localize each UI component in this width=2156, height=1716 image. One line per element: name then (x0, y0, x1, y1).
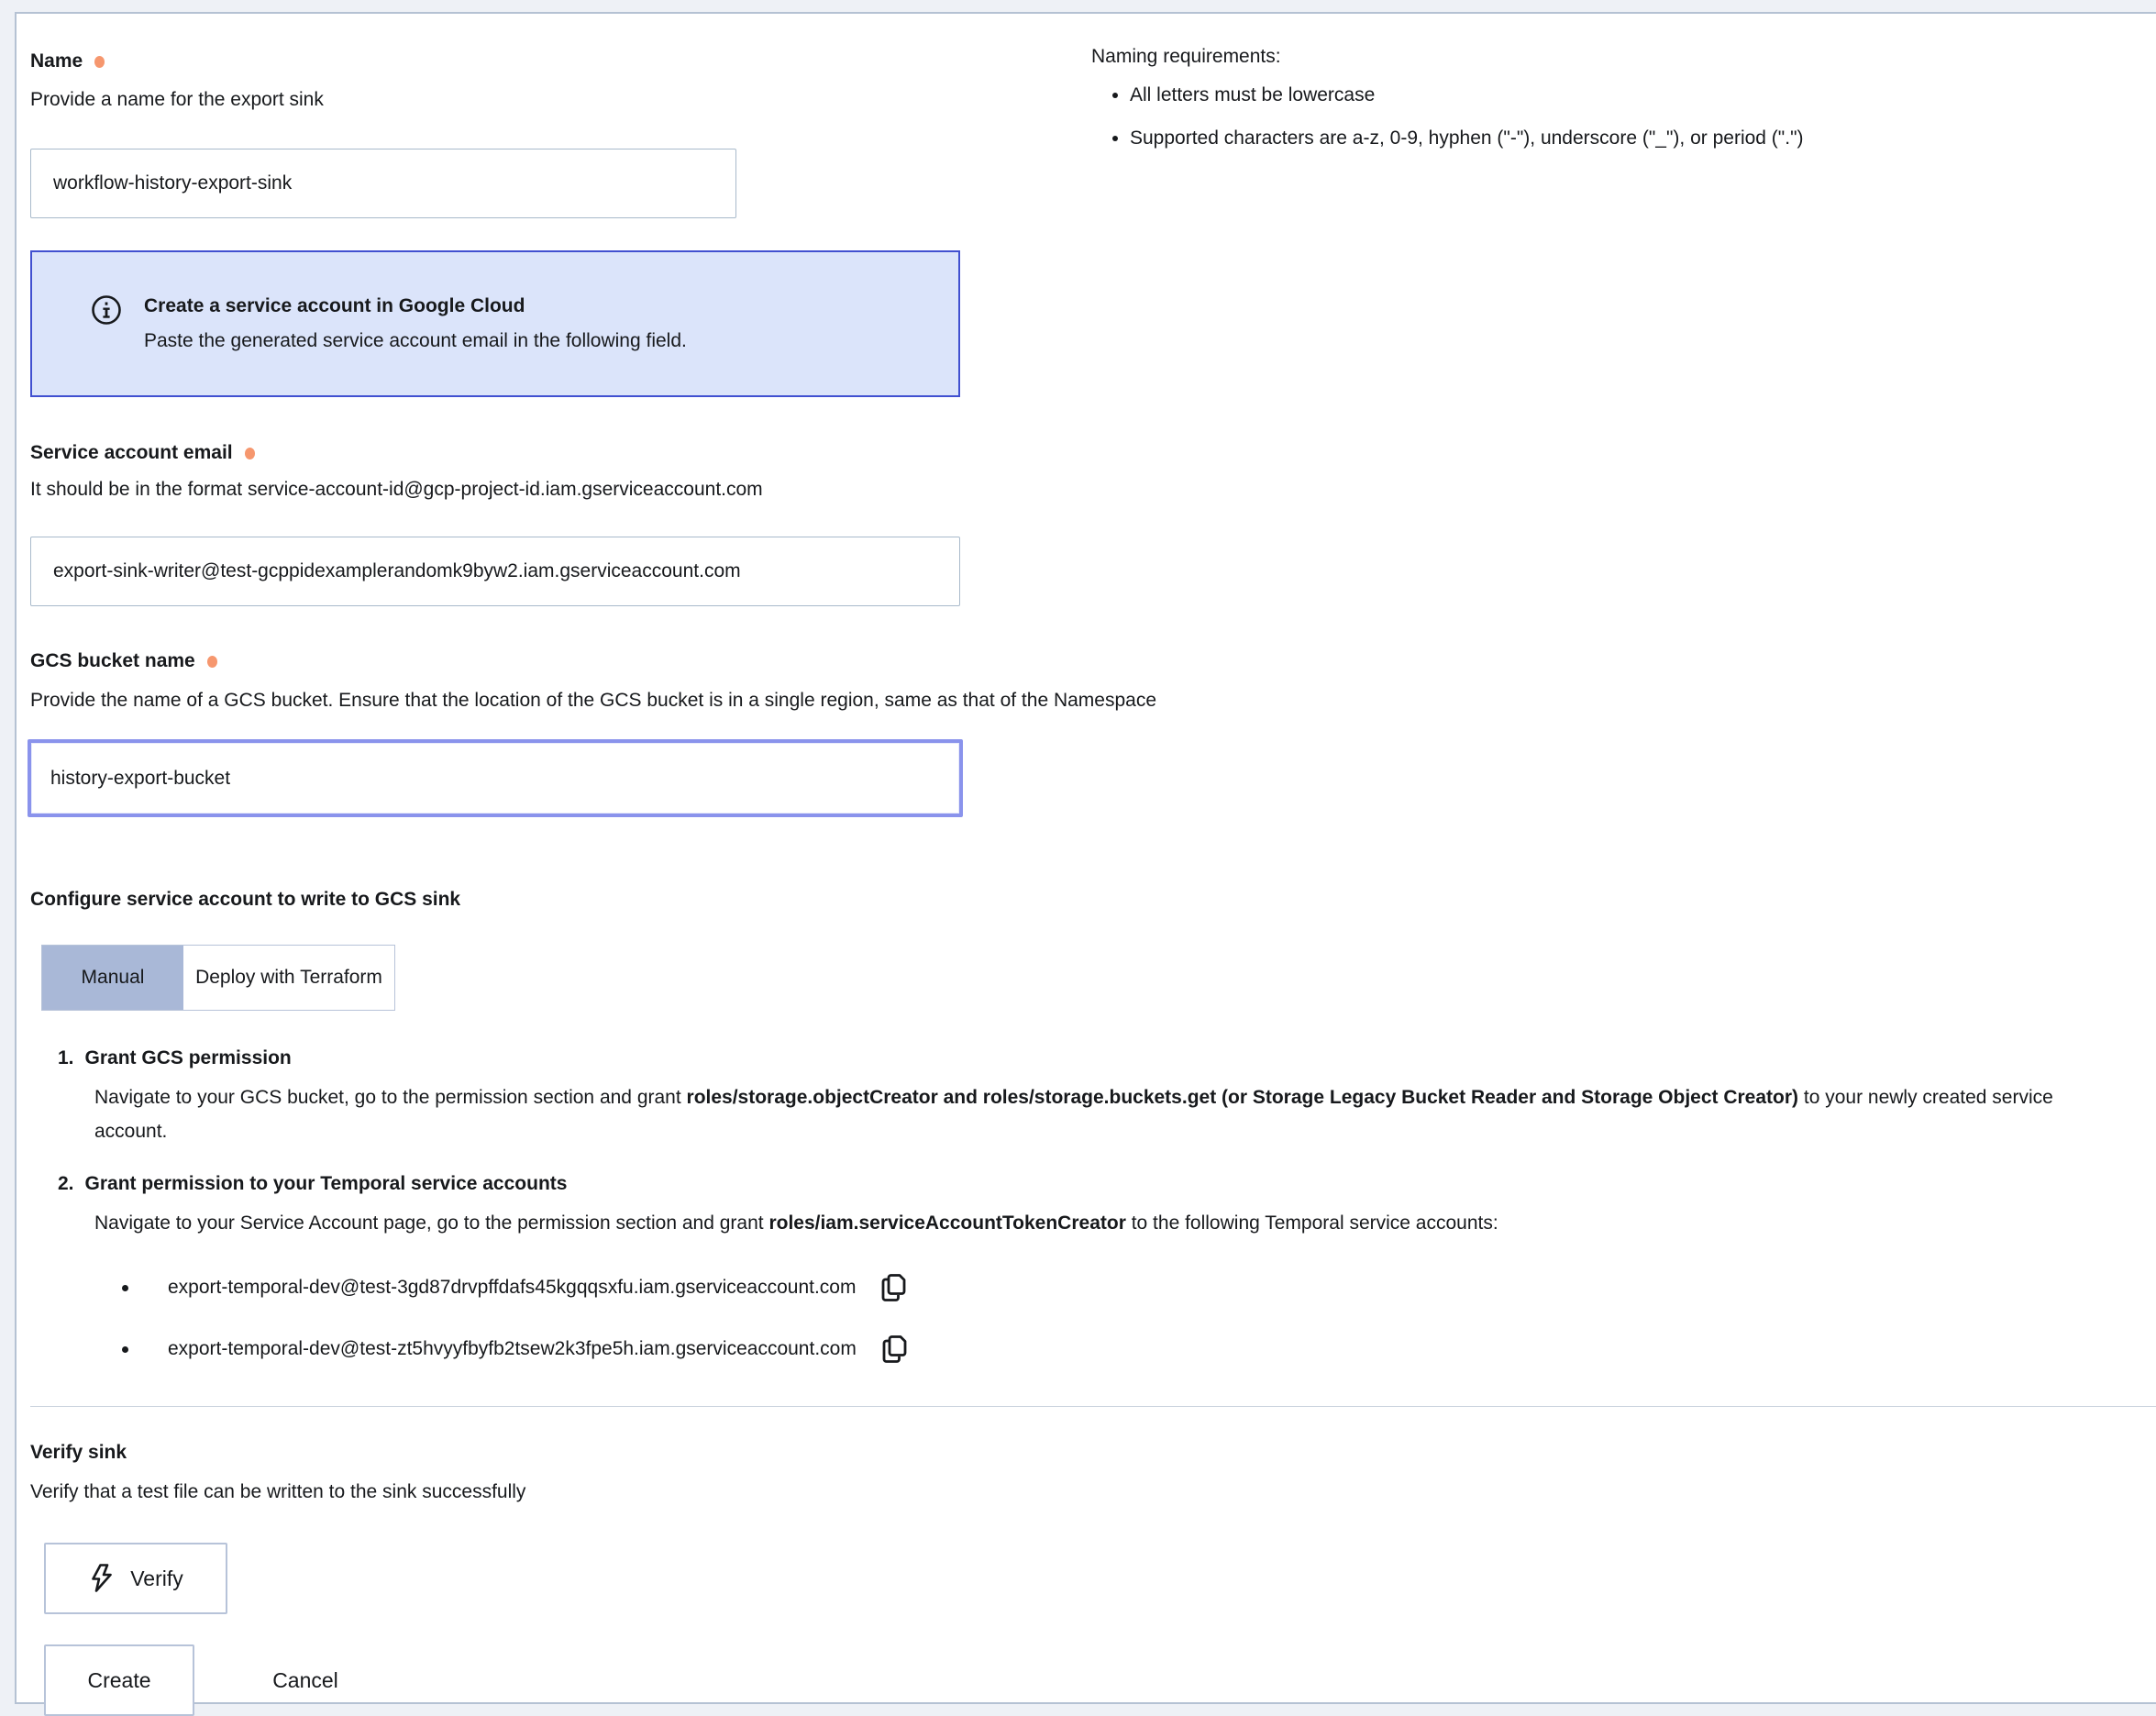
info-banner-text (144, 293, 687, 355)
naming-requirements (1091, 44, 2155, 169)
temporal-service-account-email: export-temporal-dev@test-zt5hvyyfbyfb2tsew2k3fpe5h.iam.gserviceaccount.com (168, 1338, 857, 1359)
temporal-service-account-row (122, 1333, 909, 1366)
service-account-email-label: Service account email (30, 442, 233, 463)
gcs-bucket-name-label: GCS bucket name (30, 650, 195, 671)
create-button[interactable] (44, 1644, 194, 1716)
info-banner-title: Create a service account in Google Cloud (144, 295, 525, 316)
tab-manual-label: Manual (81, 967, 145, 988)
cancel-button[interactable] (241, 1644, 370, 1716)
name-description: Provide a name for the export sink (30, 89, 324, 110)
info-icon (91, 294, 122, 326)
copy-icon (880, 1333, 909, 1366)
required-dot (245, 448, 255, 459)
service-account-info-banner (30, 250, 960, 397)
temporal-service-account-row (122, 1271, 908, 1304)
temporal-service-account-email: export-temporal-dev@test-3gd87drvpffdafs45kgqqsxfu.iam.gserviceaccount.com (168, 1277, 857, 1298)
step-1-body-prefix: Navigate to your GCS bucket, go to the permission section and grant (94, 1087, 687, 1108)
copy-button[interactable] (880, 1333, 909, 1366)
step-2-body-prefix: Navigate to your Service Account page, go to the permission section and grant (94, 1212, 769, 1234)
required-dot (207, 656, 217, 668)
lightning-icon (88, 1563, 116, 1594)
export-sink-form-card (15, 12, 2156, 1704)
step-1-title-row (58, 1046, 292, 1071)
naming-requirement-item: • All letters must be lowercase (1130, 83, 2155, 108)
naming-requirement-item: • Supported characters are a-z, 0-9, hyphen ("-"), underscore ("_"), or period (".") (1130, 126, 2155, 151)
verify-button-label: Verify (130, 1566, 183, 1590)
naming-requirements-title: Naming requirements: (1091, 46, 1281, 67)
section-divider (30, 1406, 2156, 1407)
configure-tabs (41, 945, 395, 1011)
verify-sink-description: Verify that a test file can be written to the sink successfully (30, 1481, 526, 1502)
info-banner-body: Paste the generated service account email in the following field. (144, 330, 687, 351)
step-1-body-suffix: to your newly created service account. (94, 1087, 2053, 1142)
service-account-email-description: It should be in the format service-account-id@gcp-project-id.iam.gserviceaccount.com (30, 479, 763, 500)
service-account-email-input[interactable] (30, 537, 960, 606)
naming-requirements-list (1091, 83, 2155, 151)
tab-deploy-with-terraform[interactable] (183, 946, 394, 1010)
gcs-bucket-name-description: Provide the name of a GCS bucket. Ensure that the location of the GCS bucket is in a single region, same as that of the Namespace (30, 690, 1157, 711)
bullet-icon (122, 1346, 128, 1353)
verify-button[interactable] (44, 1543, 227, 1614)
tab-deploy-with-terraform-label: Deploy with Terraform (195, 967, 382, 988)
create-button-label: Create (87, 1667, 151, 1692)
step-1-body-roles: roles/storage.objectCreator and roles/storage.buckets.get (or Storage Legacy Bucket Reader and Storage Object Creator) (686, 1087, 1799, 1108)
gcs-bucket-name-input[interactable] (28, 739, 963, 817)
cancel-button-label: Cancel (272, 1667, 338, 1692)
step-1-number: 1. (58, 1047, 74, 1068)
bucket-label-row (30, 648, 217, 674)
verify-sink-title: Verify sink (30, 1442, 127, 1463)
configure-section-title: Configure service account to write to GCS sink (30, 889, 461, 910)
name-field-label-row (30, 49, 105, 74)
step-2-body-suffix: to the following Temporal service accounts: (1125, 1212, 1498, 1234)
bullet-icon (122, 1285, 128, 1291)
required-dot (94, 56, 105, 68)
name-label: Name (30, 50, 83, 72)
step-2-number: 2. (58, 1173, 74, 1194)
copy-icon (879, 1271, 908, 1304)
step-1-body (94, 1080, 2103, 1148)
step-2-title: Grant permission to your Temporal service accounts (84, 1173, 568, 1194)
name-input[interactable] (30, 149, 736, 218)
step-1-title: Grant GCS permission (84, 1047, 292, 1068)
service-account-label-row (30, 440, 255, 466)
step-2-title-row (58, 1171, 567, 1197)
step-2-body (94, 1206, 2103, 1240)
tab-manual[interactable] (42, 946, 183, 1010)
copy-button[interactable] (879, 1271, 908, 1304)
step-2-body-roles: roles/iam.serviceAccountTokenCreator (768, 1212, 1126, 1234)
